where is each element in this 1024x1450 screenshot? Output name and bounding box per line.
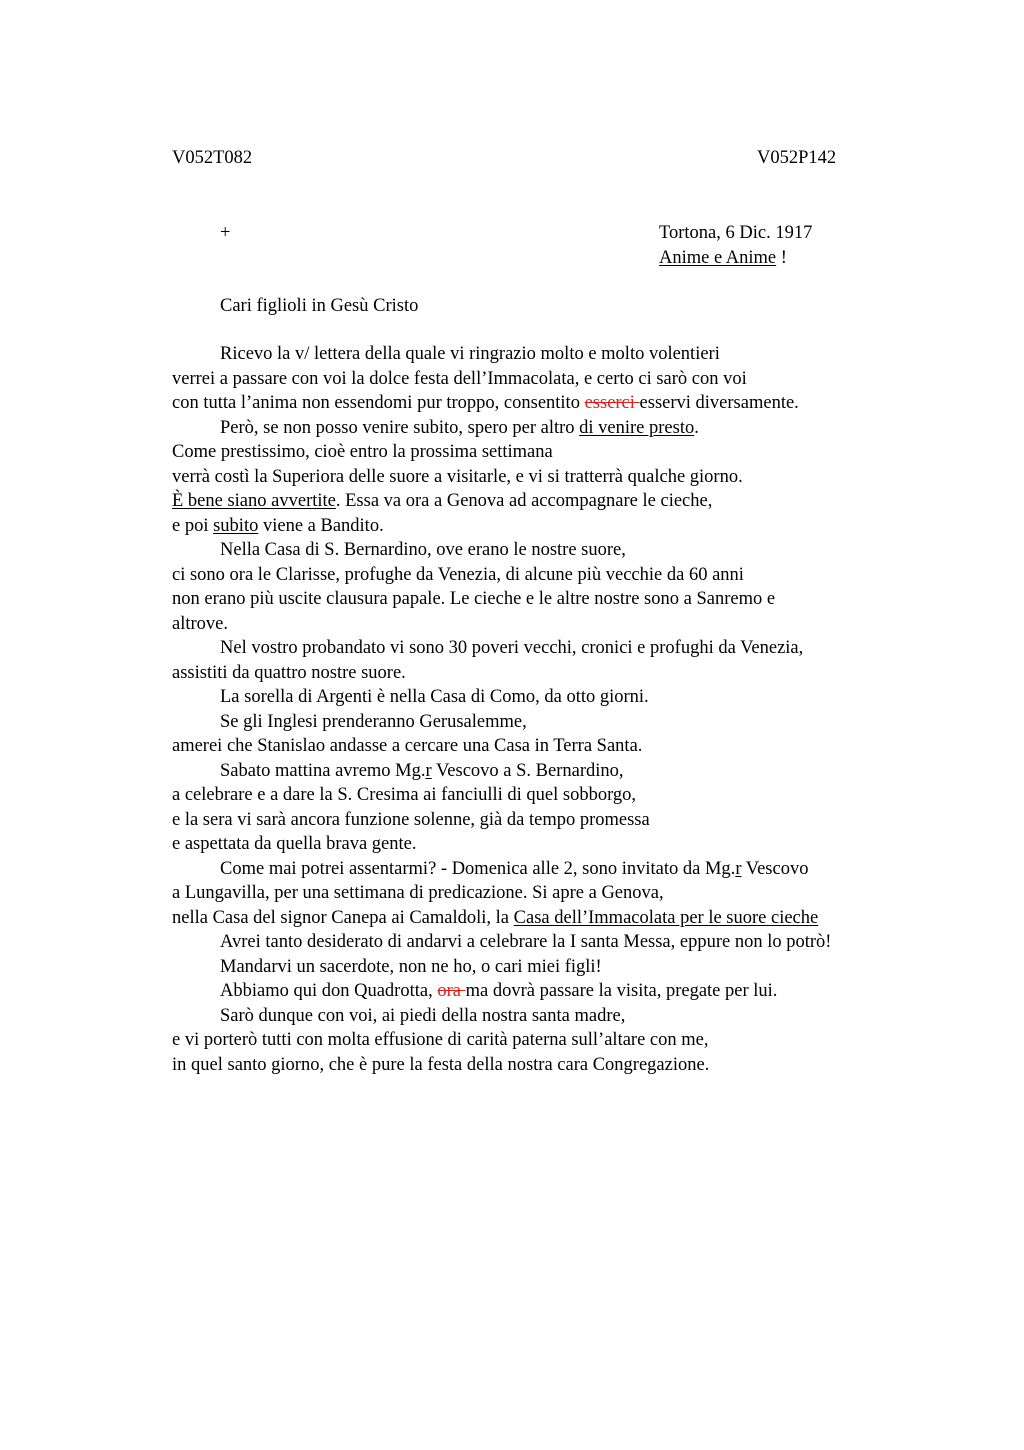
dateline <box>659 221 812 270</box>
motto <box>659 246 812 271</box>
text-run: Vescovo <box>741 858 809 879</box>
text-run: viene a Bandito. <box>258 515 384 536</box>
underlined-text: r <box>425 760 432 781</box>
body-line: La sorella di Argenti è nella Casa di Como, da otto giorni. <box>220 687 649 707</box>
body-line <box>172 514 932 539</box>
motto-underlined: Anime e Anime <box>659 247 777 268</box>
text-run: Abbiamo qui don Quadrotta, <box>220 981 438 1001</box>
letter-body <box>172 342 932 1077</box>
body-line: e la sera vi sarà ancora funzione solenne, già da tempo promessa <box>172 809 650 830</box>
underlined-text: di venire presto <box>579 417 695 438</box>
body-line: non erano più uscite clausura papale. Le cieche e le altre nostre sono a Sanremo e <box>172 589 776 609</box>
text-run: . <box>694 417 699 438</box>
deleted-text: ora <box>437 981 466 1001</box>
underlined-text: r <box>735 858 742 879</box>
body-line: verrà costì la Superiora delle suore a visitarle, e vi si tratterrà qualche giorno. <box>172 466 743 487</box>
underlined-text: Casa dell’Immacolata per le suore cieche <box>513 907 819 928</box>
body-line: e aspettata da quella brava gente. <box>172 834 417 854</box>
body-line <box>172 979 932 1004</box>
body-line: a Lungavilla, per una settimana di predicazione. Si apre a Genova, <box>172 883 664 903</box>
body-line: e vi porterò tutti con molta effusione di carità paterna sull’altare con me, <box>172 1030 709 1050</box>
body-line: a celebrare e a dare la S. Cresima ai fanciulli di quel sobborgo, <box>172 785 637 805</box>
body-line <box>172 391 932 416</box>
underlined-text: subito <box>213 515 259 536</box>
text-run: con tutta l’anima non essendomi pur troppo, consentito <box>172 393 585 413</box>
text-run: Però, se non posso venire subito, spero per altro <box>220 417 580 438</box>
body-line: Sarò dunque con voi, ai piedi della nostra santa madre, <box>220 1005 626 1026</box>
body-line: Ricevo la v/ lettera della quale vi ringrazio molto e molto volentieri <box>220 344 720 364</box>
cross-symbol: + <box>220 223 231 243</box>
body-line: Mandarvi un sacerdote, non ne ho, o cari miei figli! <box>220 956 602 977</box>
body-line: Nel vostro probandato vi sono 30 poveri vecchi, cronici e profughi da Venezia, <box>220 638 804 658</box>
text-run: nella Casa del signor Canepa ai Camaldoli, la <box>172 907 514 928</box>
body-line <box>172 759 932 784</box>
body-line <box>172 416 932 441</box>
text-run: Come mai potrei assentarmi? - Domenica alle 2, sono invitato da Mg. <box>220 858 736 879</box>
body-line: assistiti da quattro nostre suore. <box>172 662 406 683</box>
body-line: ci sono ora le Clarisse, profughe da Venezia, di alcune più vecchie da 60 anni <box>172 564 744 585</box>
body-line: Se gli Inglesi prenderanno Gerusalemme, <box>220 711 527 732</box>
body-line: verrei a passare con voi la dolce festa dell’Immacolata, e certo ci sarò con voi <box>172 368 747 389</box>
body-line <box>172 489 932 514</box>
body-line: Come prestissimo, cioè entro la prossima settimana <box>172 442 553 462</box>
document-code-right: V052P142 <box>757 148 837 168</box>
text-run: ma dovrà passare la visita, pregate per lui. <box>465 981 778 1001</box>
body-line: altrove. <box>172 613 228 634</box>
body-line: in quel santo giorno, che è pure la festa della nostra cara Congregazione. <box>172 1054 710 1075</box>
body-line <box>172 857 932 882</box>
text-run: Sabato mattina avremo Mg. <box>220 760 426 781</box>
deleted-text: esserci <box>584 393 640 413</box>
motto-suffix: ! <box>776 247 787 268</box>
body-line: Avrei tanto desiderato di andarvi a celebrare la I santa Messa, eppure non lo potrò! <box>220 932 832 952</box>
letter-date: Tortona, 6 Dic. 1917 <box>659 223 813 243</box>
body-line <box>172 906 932 931</box>
body-line: Nella Casa di S. Bernardino, ove erano le nostre suore, <box>220 540 626 560</box>
text-run: esservi diversamente. <box>639 393 799 413</box>
greeting: Cari figlioli in Gesù Cristo <box>220 296 419 316</box>
underlined-text: È bene siano avvertite <box>172 491 336 511</box>
text-run: Vescovo a S. Bernardino, <box>431 760 624 781</box>
text-run: . Essa va ora a Genova ad accompagnare le cieche, <box>335 491 713 511</box>
body-line: amerei che Stanislao andasse a cercare una Casa in Terra Santa. <box>172 736 643 756</box>
text-run: e poi <box>172 515 214 536</box>
document-code-left: V052T082 <box>172 148 253 168</box>
